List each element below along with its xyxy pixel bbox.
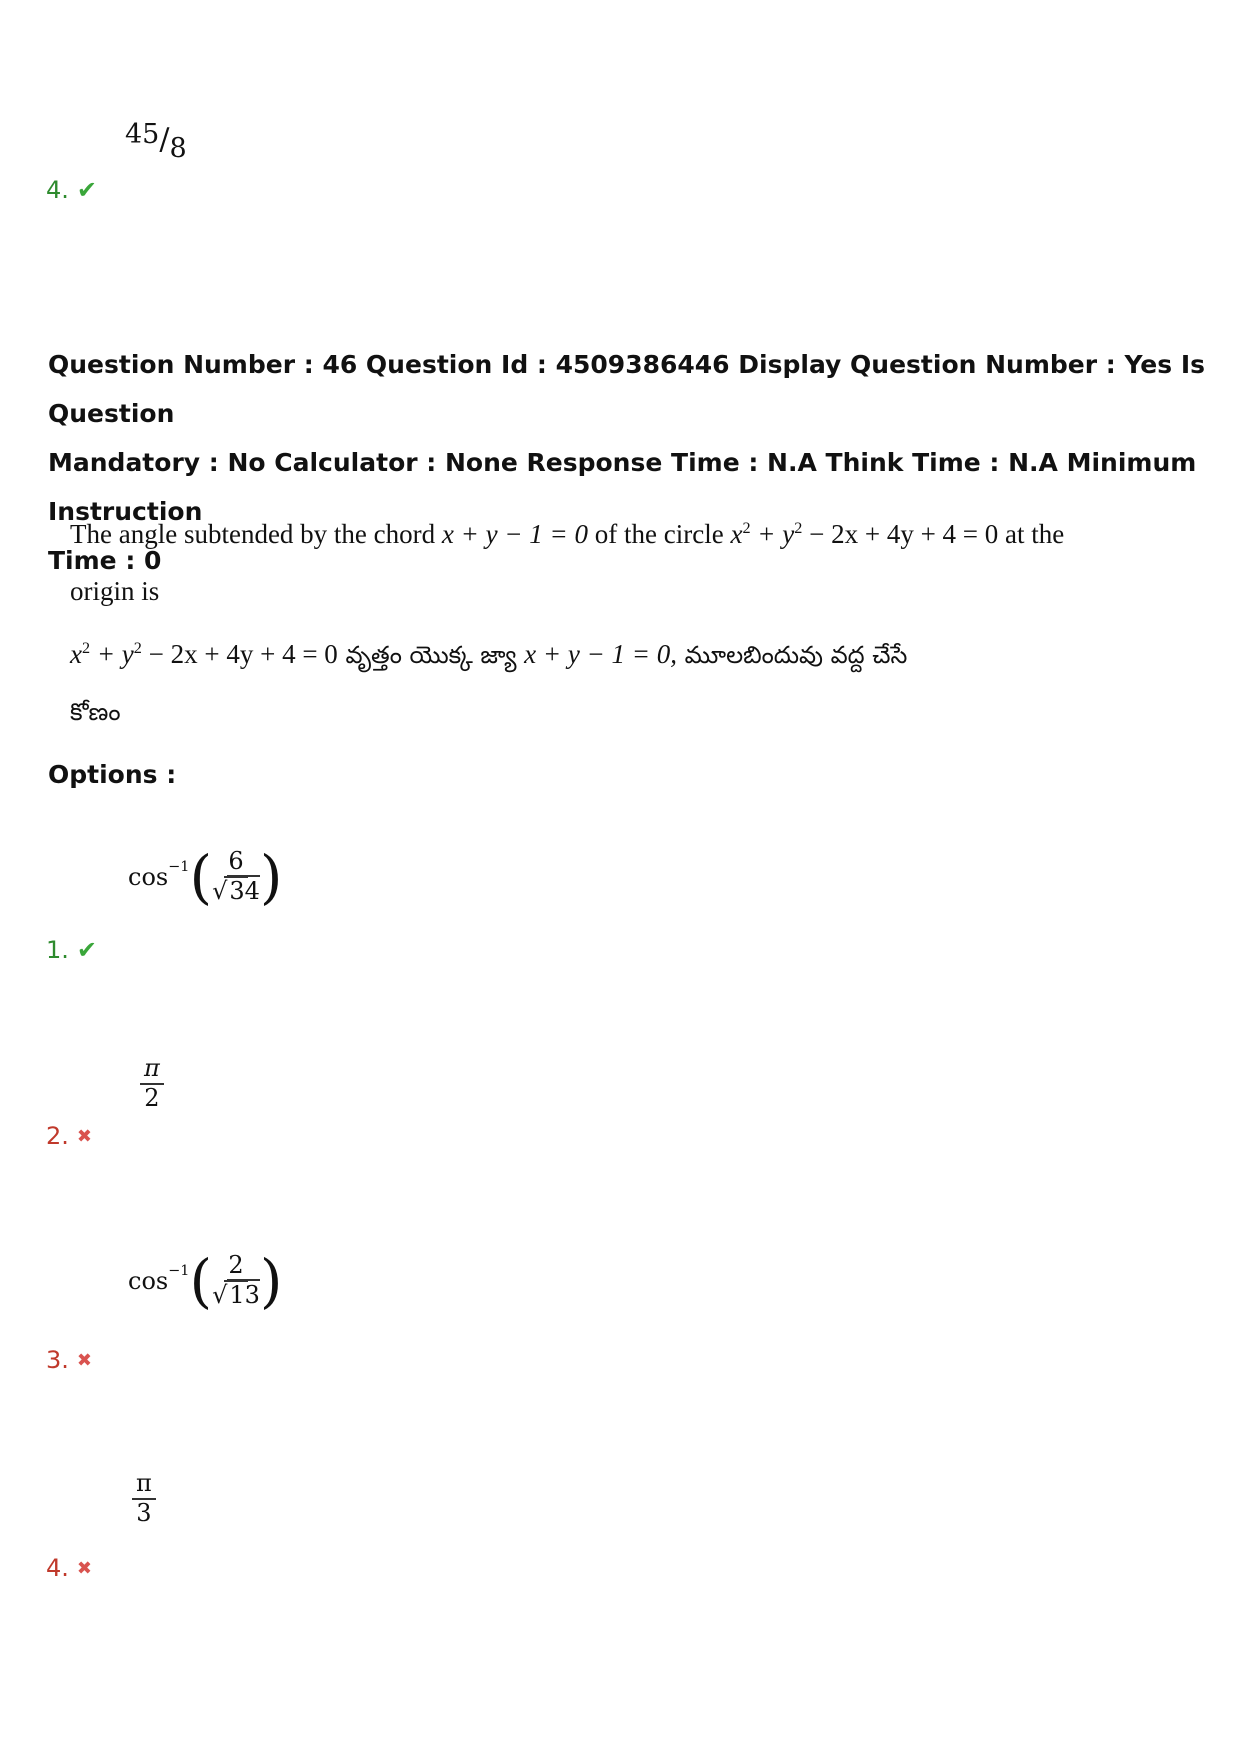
option-4-value	[132, 1470, 156, 1527]
prev-option-denominator: 8	[169, 133, 187, 164]
option-3-label: 3. ✖	[46, 1346, 92, 1374]
prev-option-value: 45/8	[125, 119, 187, 164]
options-heading: Options :	[48, 760, 177, 789]
option-2-value	[140, 1055, 164, 1112]
option-2-label: 2. ✖	[46, 1122, 92, 1150]
prev-option-number: 4.	[46, 176, 69, 204]
cross-icon: ✖	[76, 1125, 92, 1147]
question-meta-line2: Mandatory : No Calculator : None Response Time : N.A Think Time : N.A Minimum Instruction	[48, 448, 1197, 526]
cross-icon: ✖	[76, 1557, 92, 1579]
question-text-en-line1: The angle subtended by the chord x + y − 1 = 0 of the circle $x^2 + y^2 - 2x + 4y + 4 = 0$ at the	[70, 519, 1065, 549]
option-3-fraction: $\frac{2}{√13}$	[212, 1251, 260, 1309]
option-4-fraction: $\frac{\pi}{3}$	[132, 1470, 156, 1527]
prev-option-label	[46, 176, 97, 204]
option-1-value: cos $^{-1}$ ( $\frac{6}{√34}$ )	[128, 843, 283, 911]
prev-option-numerator: 45	[125, 119, 160, 150]
question-text-en-line2: origin is	[70, 576, 160, 606]
question-text-te-line2: కోణం	[70, 698, 121, 726]
question-text	[70, 500, 1065, 741]
option-2-fraction: $\frac{\pi}{2}$	[140, 1055, 164, 1112]
cross-icon: ✖	[76, 1349, 92, 1371]
option-1-fraction: $\frac{6}{√34}$	[212, 847, 260, 905]
question-meta-line1: Question Number : 46 Question Id : 4509386446 Display Question Number : Yes Is Question	[48, 350, 1206, 428]
check-icon: ✔	[76, 176, 98, 204]
option-1-label: 1. ✔	[46, 936, 98, 964]
check-icon: ✔	[76, 936, 98, 964]
question-text-te-line1: $x^2 + y^2 - 2x + 4y + 4 = 0$ వృత్తం యొక్క జ్యా x + y − 1 = 0, మూలబిందువు వద్ద చేసే	[70, 639, 908, 669]
option-3-value: cos $^{-1}$ ( $\frac{2}{√13}$ )	[128, 1247, 283, 1315]
option-4-label: 4. ✖	[46, 1554, 92, 1582]
question-meta-line3: Time : 0	[48, 546, 162, 575]
